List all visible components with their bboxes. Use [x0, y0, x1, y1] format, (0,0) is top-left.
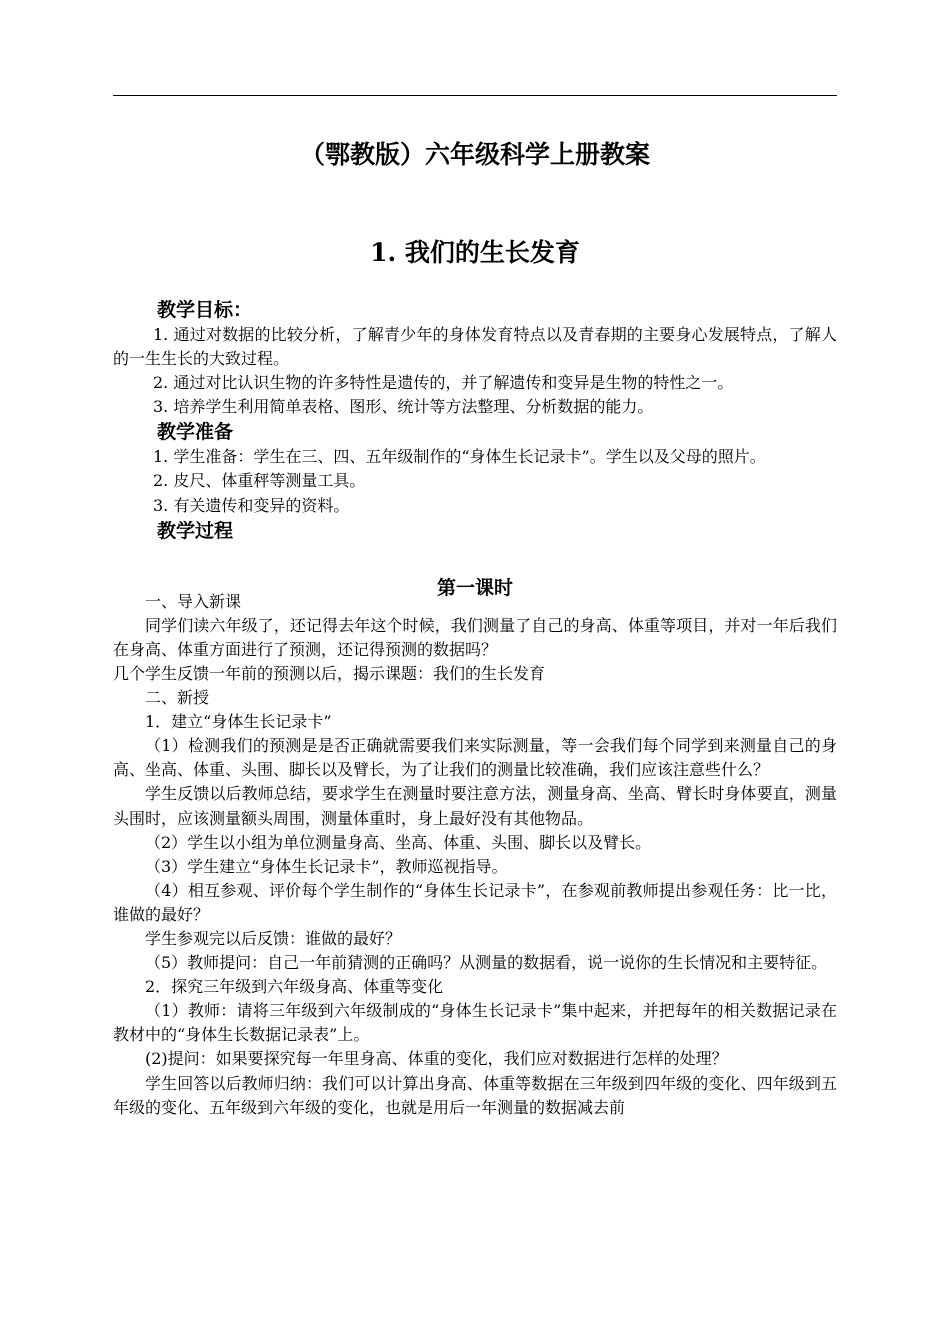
- document-title: （鄂教版）六年级科学上册教案: [299, 140, 650, 169]
- process-paragraph: 几个学生反馈一年前的预测以后，揭示课题：我们的生长发育: [113, 663, 546, 683]
- goal-item: 1. 通过对数据的比较分析，了解青少年的身体发育特点以及青春期的主要身心发展特点，了解人的一生生长的大致过程。: [113, 325, 837, 369]
- process-paragraph: 二、新授: [145, 688, 210, 708]
- period-title: 第一课时: [436, 577, 513, 599]
- goal-item: 3. 培养学生利用简单表格、图形、统计等方法整理、分析数据的能力。: [153, 397, 654, 417]
- period-spacer: [113, 544, 837, 576]
- process-paragraph: （1）检测我们的预测是是否正确就需要我们来实际测量，等一会我们每个同学到来测量自己的身高、坐高、体重、头围、脚长以及臂长，为了让我们的测量比较准确，我们应该注意些什么？: [113, 736, 837, 780]
- process-paragraph: 一、导入新课: [145, 591, 242, 611]
- heading-preparation: 教学准备: [157, 421, 234, 444]
- process-paragraph: 学生参观完以后反馈：谁做的最好？: [145, 928, 402, 948]
- prep-item: 1. 学生准备：学生在三、四、五年级制作的“身体生长记录卡”。学生以及父母的照片。: [153, 447, 766, 467]
- prep-item: 3. 有关遗传和变异的资料。: [153, 495, 350, 515]
- goal-item: 2. 通过对比认识生物的许多特性是遗传的，并了解遗传和变异是生物的特性之一。: [153, 373, 734, 393]
- process-paragraph: (2)提问：如果要探究每一年里身高、体重的变化，我们应对数据进行怎样的处理？: [145, 1049, 728, 1069]
- process-paragraph: 1．建立“身体生长记录卡”: [145, 712, 332, 732]
- process-paragraph: （1）教师：请将三年级到六年级制成的“身体生长记录卡”集中起来，并把每年的相关数据记录在教材中的“身体生长数据记录表”上。: [113, 1001, 837, 1045]
- process-paragraph: 2．探究三年级到六年级身高、体重等变化: [145, 977, 444, 997]
- process-paragraph: （4）相互参观、评价每个学生制作的“身体生长记录卡”，在参观前教师提出参观任务：比一比，谁做的最好？: [113, 880, 837, 924]
- lesson-title: 1. 我们的生长发育: [370, 238, 580, 267]
- prep-item: 2. 皮尺、体重秤等测量工具。: [153, 471, 366, 491]
- process-paragraph: （5）教师提问：自己一年前猜测的正确吗？从测量的数据看，说一说你的生长情况和主要特征。: [145, 953, 828, 973]
- heading-goals: 教学目标：: [157, 299, 253, 321]
- document-body: [113, 297, 837, 1120]
- process-paragraph: 学生反馈以后教师总结，要求学生在测量时要注意方法，测量身高、坐高、臂长时身体要直，测量头围时，应该测量额头周围，测量体重时，身上最好没有其他物品。: [113, 784, 837, 828]
- process-paragraph: 同学们读六年级了，还记得去年这个时候，我们测量了自己的身高、体重等项目，并对一年后我们在身高、体重方面进行了预测，还记得预测的数据吗？: [113, 615, 837, 659]
- heading-process: 教学过程: [157, 519, 234, 542]
- process-paragraph: （3）学生建立“身体生长记录卡”，教师巡视指导。: [145, 856, 508, 876]
- process-paragraph: 学生回答以后教师归纳：我们可以计算出身高、体重等数据在三年级到四年级的变化、四年级到五年级的变化、五年级到六年级的变化，也就是用后一年测量的数据减去前: [113, 1073, 837, 1117]
- process-paragraph: （2）学生以小组为单位测量身高、坐高、体重、头围、脚长以及臂长。: [145, 832, 652, 852]
- header-rule: [113, 95, 837, 96]
